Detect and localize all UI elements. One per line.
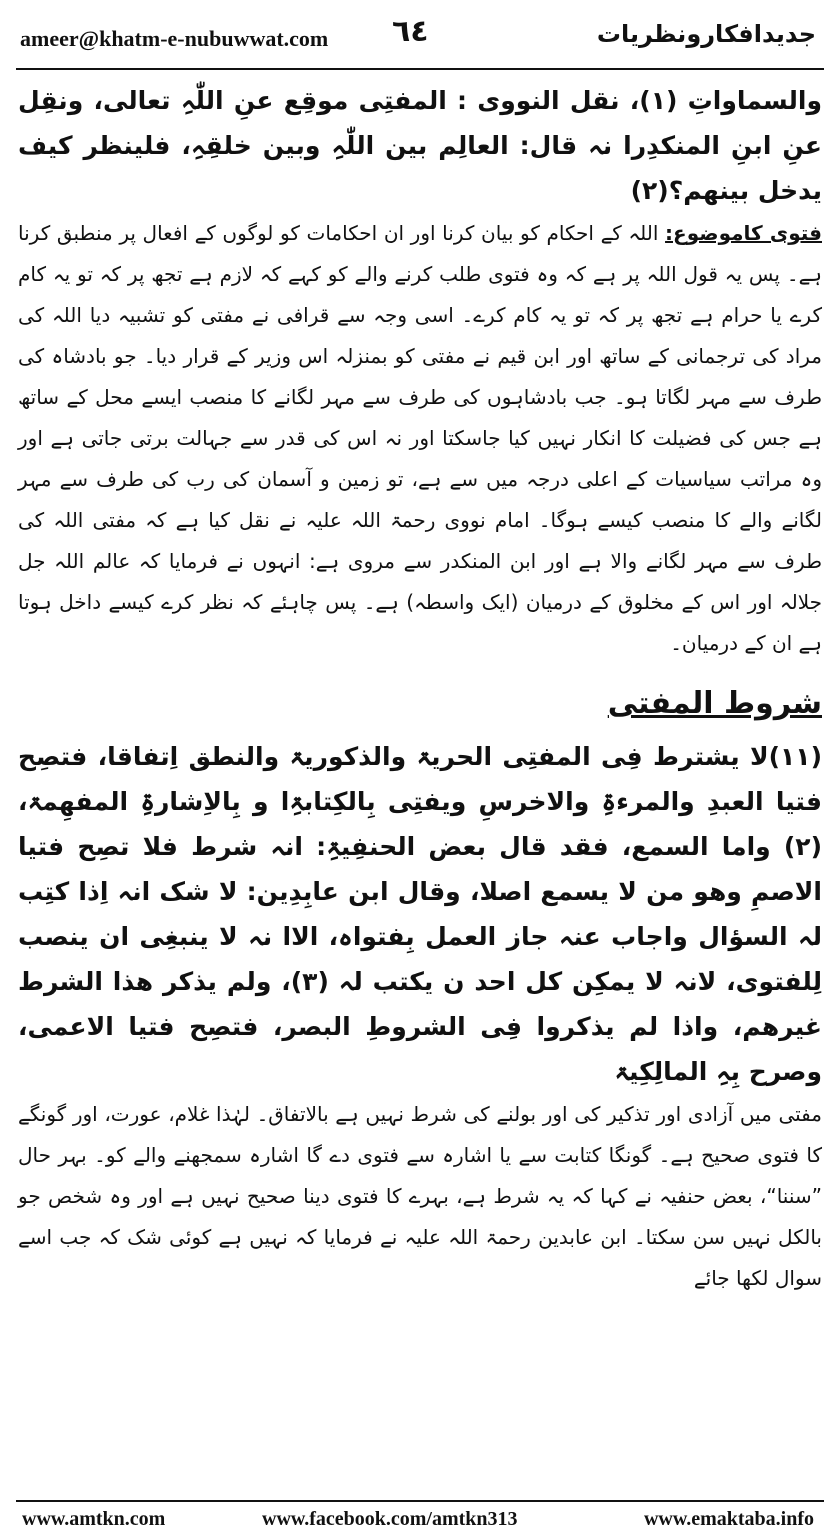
page-body (18, 78, 822, 1299)
paragraph-lead-heading: فتوی کاموضوع: (665, 221, 822, 245)
page-footer (0, 1500, 840, 1540)
paragraph-text: اللہ کے احکام کو بیان کرنا اور ان احکامات کو لوگوں کے افعال پر منطبق کرنا ہے۔ پس یہ قول اللہ پر ہے کہ وہ فتوی طلب کرنے والے کو کہے کہ لازم ہے تجھ پر کہ تو یہ کام کرے یا حرام ہے تجھ پر کہ تو یہ کام کرے۔ اسی وجہ سے قرافی نے مفتی کو تشبیہ دیا اللہ کی مراد کی ترجمانی کے ساتھ اور ابن قیم نے مفتی کو بمنزلہ اس وزیر کے قرار دیا۔ جو بادشاہ کی طرف سے مہر لگاتا ہو۔ جب بادشاہوں کی طرف سے مہر لگانے کا منصب ایسے محل کے ساتھ ہے جس کی فضیلت کا انکار نہیں کیا جاسکتا اور نہ اس کی قدر سے جہالت برتی جاتی ہے اور وہ مراتب سیاسیات کے اعلی درجہ میں سے ہے، تو زمین و آسمان کی رب کی طرف سے مہر لگانے والے کا منصب کیسے ہوگا۔ امام نووی رحمۃ اللہ علیہ نے نقل کیا ہے کہ مفتی اللہ کی طرف سے مہر لگانے والا ہے اور ابن المنکدر سے مروی ہے: انہوں نے فرمایا کہ عالم اللہ جل جلالہ اور اس کے مخلوق کے درمیان (ایک واسطہ) ہے۔ پس چاہئے کہ نظر کرے کیسے داخل ہوتا ہے ان کے درمیان۔ (18, 221, 822, 655)
footer-link-emaktaba[interactable]: www.emaktaba.info (643, 1508, 814, 1530)
footer-link-facebook[interactable]: www.facebook.com/amtkn313 (262, 1508, 518, 1530)
footer-divider (16, 1500, 824, 1502)
book-title: جدیدافکارونظریات (596, 20, 816, 48)
section-heading: شروط المفتی (607, 686, 822, 721)
urdu-paragraph-fatwa-topic (18, 213, 822, 664)
footer-link-amtkn[interactable]: www.amtkn.com (22, 1508, 166, 1530)
arabic-quote-top: والسماواتِ (١)، نقل النووی : المفتِی موقِع عنِ اللّٰہِ تعالی، ونقِل عنِ ابنِ المنکدِرا نہ قال: العالِم بین اللّٰہِ وبین خلقِہِ، فلینظر کیف یدخل بینھم؟(٢) (18, 86, 822, 205)
page-number: ٦٤ (392, 14, 429, 49)
header-divider (16, 68, 824, 70)
arabic-section-text: (١١)لا یشترط فِی المفتِی الحریۃ والذکوریۃ والنطق اِتفاقا، فتصِح فتیا العبدِ والمرءۃِ والاخرسِ ویفتِی بِالکِتابۃِا و بِالاِشارۃِ المفھِمۃ، (٢) واما السمع، فقد قال بعض الحنفِیۃِ: انہ شرط فلا تصِح فتیا الاصمِ وھو من لا یسمع اصلا، وقال ابن عابِدِین: لا شک انہ اِذا کتِب لہ السؤال واجاب عنہ جاز العمل بِفتواہ، الاا نہ لا ینبغِی ان ینصب لِلفتوی، لانہ لا یمکِن کل احد ن یکتب لہ (٣)، ولم یذکر ھذا الشرط غیرھم، واذا لم یذکروا فِی الشروطِ البصر، فتصِح فتیا الاعمی، وصرح بِہِ المالِکِیۃ (18, 742, 822, 1086)
page-header (0, 0, 840, 78)
urdu-paragraph-conditions: مفتی میں آزادی اور تذکیر کی اور بولنے کی شرط نہیں ہے بالاتفاق۔ لہٰذا غلام، عورت، اور گونگے کا فتوی صحیح ہے۔ گونگا کتابت سے یا اشارہ سے فتوی دے گا اشارہ سمجھنے والے کو۔ بہر حال ”سننا“، بعض حنفیہ نے کہا کہ یہ شرط ہے، بہرے کا فتوی دینا صحیح نہیں ہے اور وہ شخص جو بالکل نہیں سن سکتا۔ ابن عابدین رحمۃ اللہ علیہ نے فرمایا کہ نہیں ہے کوئی شک کہ جب اسے سوال لکھا جائے (18, 1102, 822, 1290)
header-email: ameer@khatm-e-nubuwwat.com (20, 26, 329, 51)
